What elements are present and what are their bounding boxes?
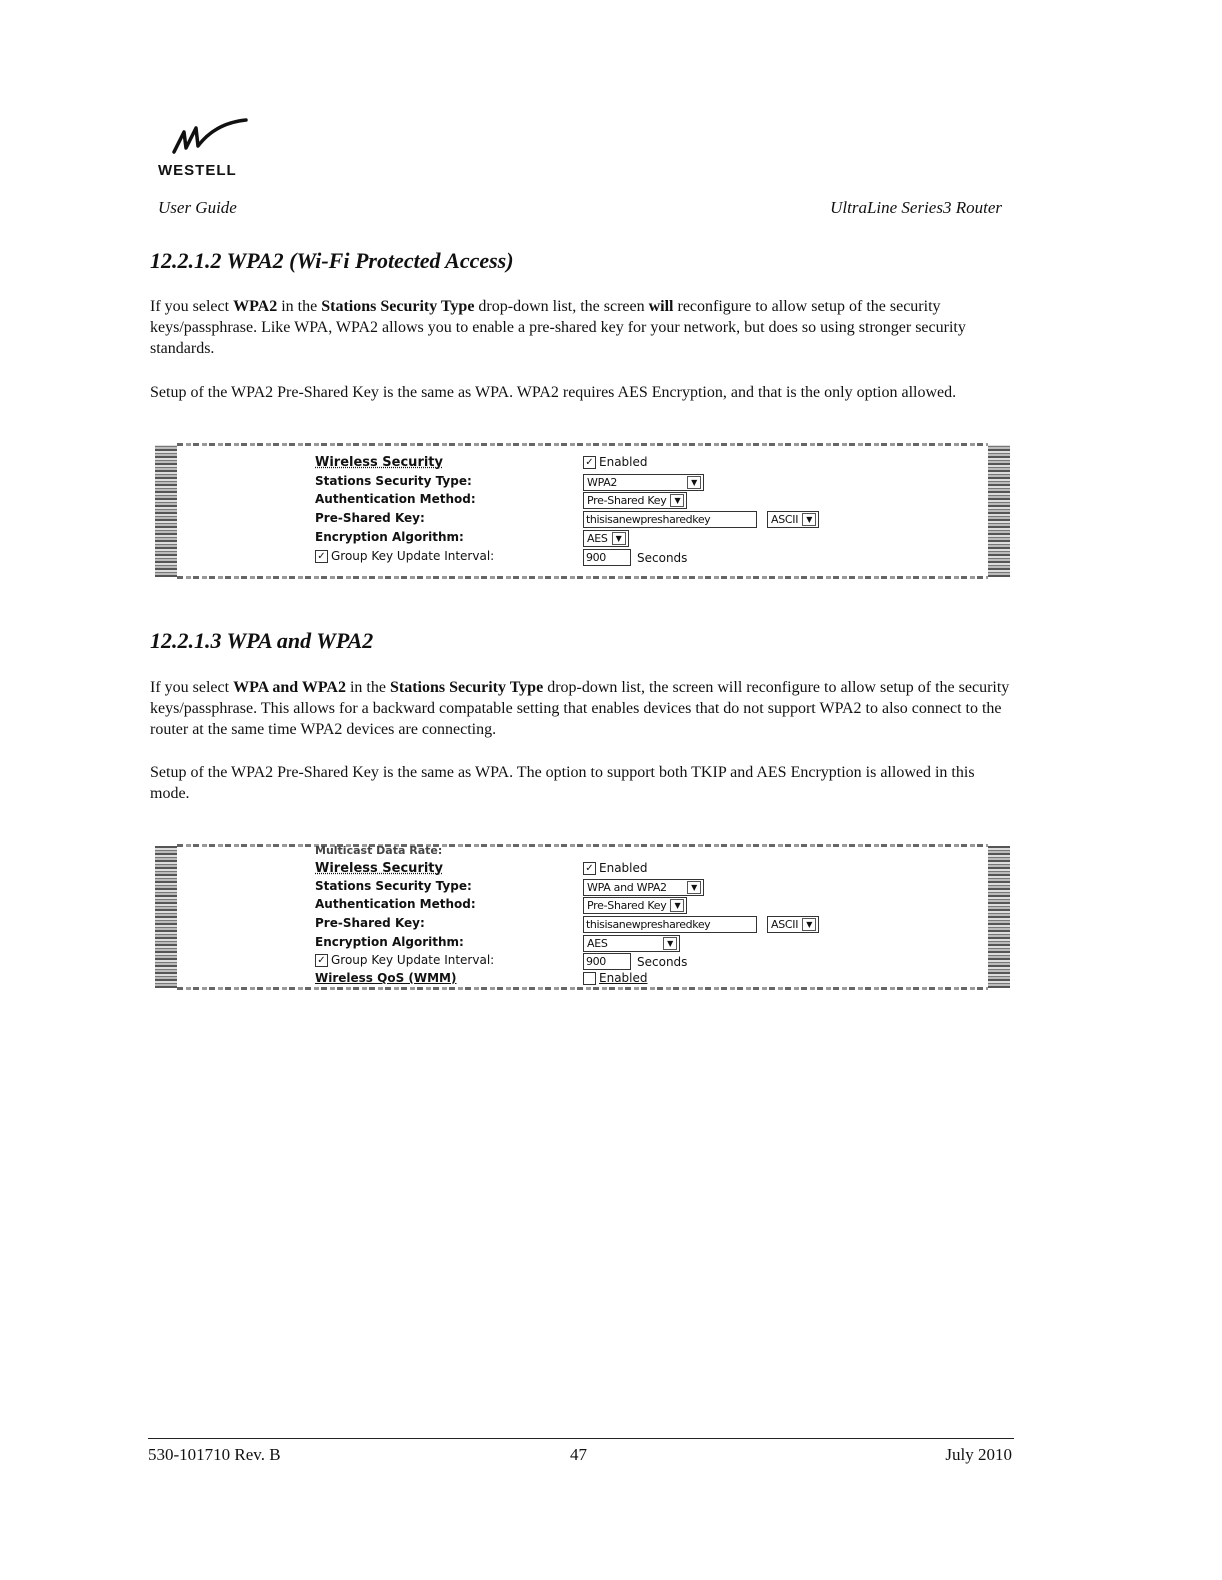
- wireless-qos-checkbox[interactable]: [583, 972, 596, 985]
- qos-enabled-label: Enabled: [599, 971, 648, 985]
- screenshot-wpa-and-wpa2: [155, 844, 1010, 990]
- chevron-down-icon: ▼: [802, 513, 816, 526]
- multicast-data-rate-label: Multicast Data Rate:: [315, 844, 443, 857]
- key-format-select[interactable]: ASCII ▼: [767, 511, 819, 528]
- screenshot-wpa2: [155, 443, 1010, 579]
- enabled-label: Enabled: [599, 861, 648, 875]
- section2-paragraph1: If you select WPA and WPA2 in the Stations Security Type drop-down list, the screen will reconfigure to allow setup of the security keys/passphrase. This allows for a backward compatable setting that enables devices that do not support WPA2 to also connect to the router at the same time WPA2 devices are connecting.: [150, 679, 1010, 738]
- wireless-security-label: Wireless Security: [315, 861, 443, 876]
- chevron-down-icon: ▼: [670, 494, 684, 507]
- wireless-security-label: Wireless Security: [315, 455, 443, 470]
- seconds-label: Seconds: [637, 550, 688, 565]
- brand-name: WESTELL: [158, 162, 237, 179]
- pre-shared-key-input[interactable]: thisisanewpresharedkey: [583, 511, 757, 528]
- wireless-security-checkbox[interactable]: ✓: [583, 862, 596, 875]
- group-key-update-row: ✓ Group Key Update Interval:: [315, 549, 494, 563]
- encryption-algorithm-label: Encryption Algorithm:: [315, 530, 464, 544]
- section1-paragraph1: If you select WPA2 in the Stations Security Type drop-down list, the screen will reconfigure to allow setup of the security keys/passphrase. Like WPA, WPA2 allows you to enable a pre-shared key for your network, but does so using stronger security standards.: [150, 298, 966, 357]
- header-left: User Guide: [158, 198, 237, 217]
- wireless-security-checkbox[interactable]: ✓: [583, 456, 596, 469]
- authentication-method-label: Authentication Method:: [315, 897, 476, 911]
- pre-shared-key-label: Pre-Shared Key:: [315, 511, 425, 525]
- page-number: 47: [570, 1445, 587, 1464]
- authentication-method-label: Authentication Method:: [315, 492, 476, 506]
- group-key-update-row: ✓ Group Key Update Interval:: [315, 953, 494, 967]
- westell-logo: [158, 118, 258, 180]
- chevron-down-icon: ▼: [802, 918, 816, 931]
- chevron-down-icon: ▼: [687, 881, 701, 894]
- section-heading-wpa-and-wpa2: 12.2.1.3 WPA and WPA2: [150, 628, 374, 653]
- key-format-select[interactable]: ASCII ▼: [767, 916, 819, 933]
- chevron-down-icon: ▼: [670, 899, 684, 912]
- header-right: UltraLine Series3 Router: [830, 198, 1002, 217]
- footer-doc-number: 530-101710 Rev. B: [148, 1445, 281, 1464]
- stations-security-type-select[interactable]: WPA and WPA2 ▼: [583, 879, 704, 896]
- westell-logo-icon: [168, 118, 248, 162]
- authentication-method-select[interactable]: Pre-Shared Key ▼: [583, 492, 687, 509]
- pre-shared-key-label: Pre-Shared Key:: [315, 916, 425, 930]
- chevron-down-icon: ▼: [687, 476, 701, 489]
- pre-shared-key-input[interactable]: thisisanewpresharedkey: [583, 916, 757, 933]
- encryption-algorithm-select[interactable]: AES ▼: [583, 935, 680, 952]
- wireless-qos-label: Wireless QoS (WMM): [315, 971, 457, 985]
- stations-security-type-select[interactable]: WPA2 ▼: [583, 474, 704, 491]
- footer-date: July 2010: [945, 1445, 1012, 1464]
- section1-paragraph2: Setup of the WPA2 Pre-Shared Key is the same as WPA. WPA2 requires AES Encryption, and that is the only option allowed.: [150, 384, 957, 401]
- stations-security-type-label: Stations Security Type:: [315, 879, 472, 893]
- enabled-label: Enabled: [599, 455, 648, 469]
- authentication-method-select[interactable]: Pre-Shared Key ▼: [583, 897, 687, 914]
- chevron-down-icon: ▼: [663, 937, 677, 950]
- encryption-algorithm-select[interactable]: AES ▼: [583, 530, 629, 547]
- section-heading-wpa2: 12.2.1.2 WPA2 (Wi-Fi Protected Access): [150, 248, 514, 273]
- group-key-interval-input[interactable]: 900: [583, 953, 631, 970]
- chevron-down-icon: ▼: [612, 532, 626, 545]
- stations-security-type-label: Stations Security Type:: [315, 474, 472, 488]
- group-key-interval-input[interactable]: 900: [583, 549, 631, 566]
- seconds-label: Seconds: [637, 954, 688, 969]
- section2-paragraph2: Setup of the WPA2 Pre-Shared Key is the same as WPA. The option to support both TKIP and AES Encryption is allowed in this mode.: [150, 764, 975, 802]
- group-key-checkbox[interactable]: ✓: [315, 550, 328, 563]
- encryption-algorithm-label: Encryption Algorithm:: [315, 935, 464, 949]
- group-key-checkbox[interactable]: ✓: [315, 954, 328, 967]
- footer-rule: [148, 1438, 1014, 1439]
